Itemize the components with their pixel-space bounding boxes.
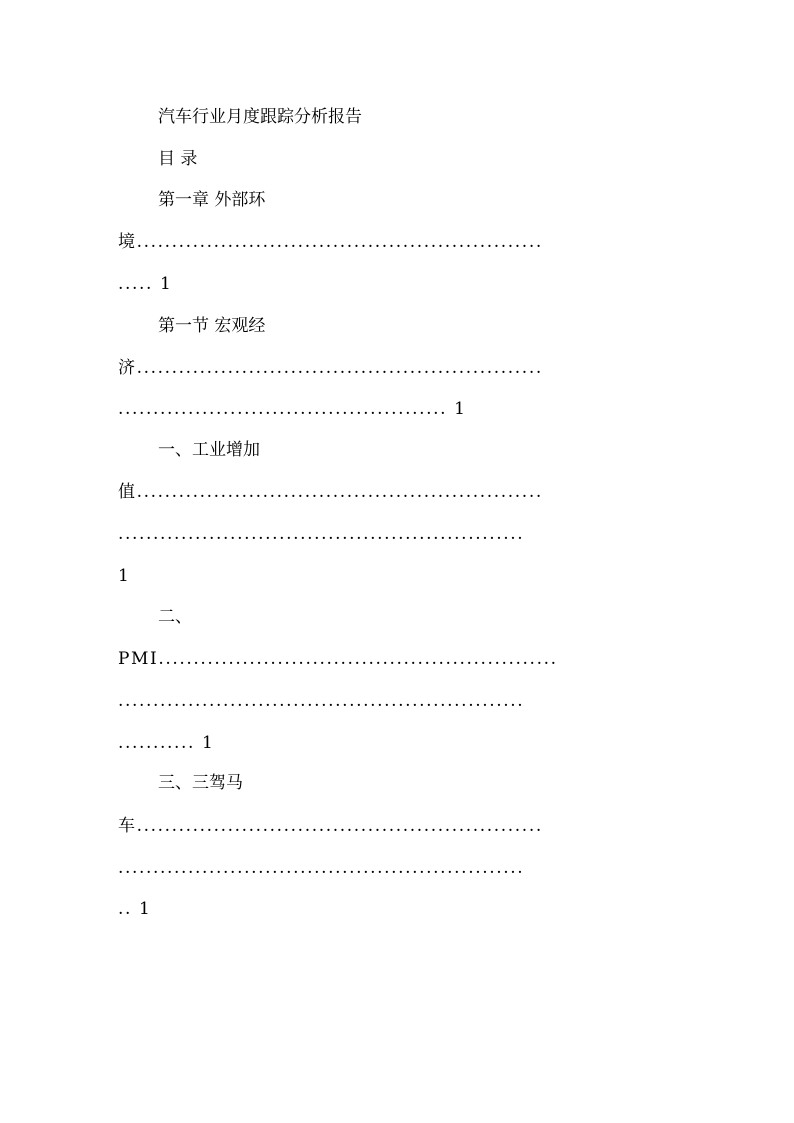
toc-section-1-page: ............................................... 1 xyxy=(118,399,467,419)
toc-item-2-leader: PMI......................................................... xyxy=(118,649,558,669)
toc-chapter-1-leader: 境.......................................................... xyxy=(118,232,543,252)
toc-item-3-leader-2: .......................................................... xyxy=(118,858,525,878)
toc-chapter-1-page: ..... 1 xyxy=(118,274,173,294)
toc-item-3-heading: 三、三驾马 xyxy=(158,773,243,793)
toc-section-1-heading: 第一节 宏观经 xyxy=(158,316,266,336)
toc-heading: 目 录 xyxy=(158,149,198,169)
toc-item-3-leader: 车.......................................................... xyxy=(118,816,543,836)
toc-item-1-heading: 一、工业增加 xyxy=(158,440,260,460)
toc-item-2-page: ........... 1 xyxy=(118,733,215,753)
toc-item-2-leader-2: .......................................................... xyxy=(118,691,525,711)
toc-section-1-leader: 济.......................................................... xyxy=(118,358,543,378)
toc-item-1-page: 1 xyxy=(118,566,129,586)
toc-item-1-leader-2: .......................................................... xyxy=(118,524,525,544)
document-title: 汽车行业月度跟踪分析报告 xyxy=(158,107,362,127)
toc-item-1-leader: 值.......................................................... xyxy=(118,482,543,502)
toc-item-2-heading: 二、 xyxy=(158,607,192,627)
toc-chapter-1-heading: 第一章 外部环 xyxy=(158,190,266,210)
toc-item-3-page: .. 1 xyxy=(118,899,152,919)
